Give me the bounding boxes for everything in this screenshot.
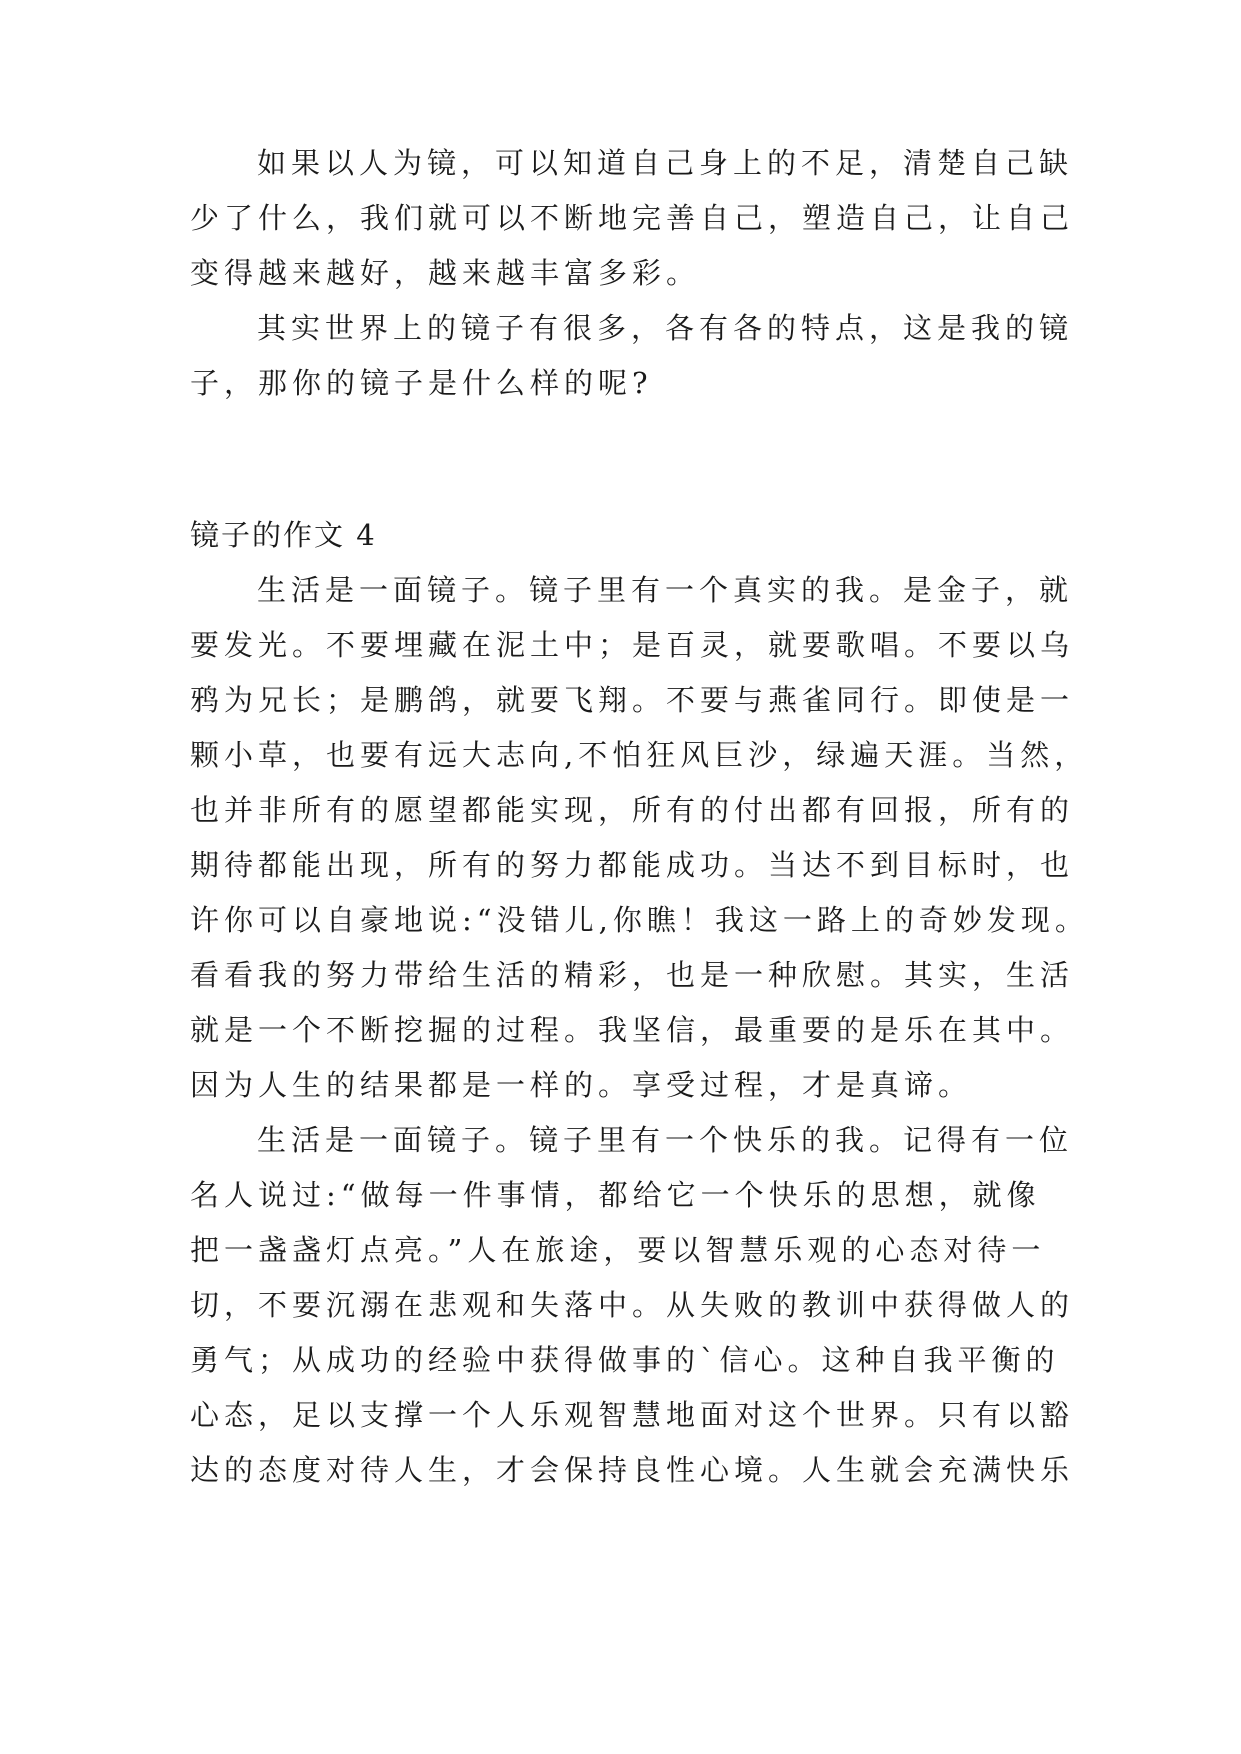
paragraph-many-mirrors [190, 301, 1074, 411]
text-line: 就是一个不断挖掘的过程。我坚信，最重要的是乐在其中。 [190, 1013, 1075, 1047]
text-line: 鸦为兄长；是鹏鸽，就要飞翔。不要与燕雀同行。即使是一 [190, 683, 1075, 717]
text-line: 其实世界上的镜子有很多，各有各的特点，这是我的镜 [257, 311, 1074, 345]
text-line: 达的态度对待人生，才会保持良性心境。人生就会充满快乐 [190, 1453, 1075, 1487]
text-line: 心态，足以支撑一个人乐观智慧地面对这个世界。只有以豁 [190, 1398, 1075, 1432]
text-line: 勇气；从成功的经验中获得做事的`信心。这种自我平衡的 [190, 1343, 1060, 1377]
text-line: 期待都能出现，所有的努力都能成功。当达不到目标时，也 [190, 848, 1075, 882]
text-line: 看看我的努力带给生活的精彩，也是一种欣慰。其实，生活 [190, 958, 1075, 992]
paragraph-mirror-of-people [190, 136, 1075, 301]
text-line: 子，那你的镜子是什么样的呢? [190, 366, 653, 400]
text-line: 如果以人为镜，可以知道自己身上的不足，清楚自己缺 [257, 146, 1074, 180]
text-line: 也并非所有的愿望都能实现，所有的付出都有回报，所有的 [190, 793, 1075, 827]
text-line: 许你可以自豪地说:“没错儿,你瞧！我这一路上的奇妙发现。 [190, 903, 1089, 937]
paragraph-happy-me [190, 1113, 1075, 1498]
essay-heading: 镜子的作文 4 [190, 518, 377, 552]
text-line: 生活是一面镜子。镜子里有一个真实的我。是金子，就 [257, 573, 1074, 607]
text-line: 把一盏盏灯点亮。”人在旅途，要以智慧乐观的心态对待一 [190, 1233, 1046, 1267]
paragraph-real-me [190, 563, 1089, 1113]
text-line: 颗小草，也要有远大志向,不怕狂风巨沙，绿遍天涯。当然， [190, 738, 1089, 772]
text-line: 名人说过:“做每一件事情，都给它一个快乐的思想，就像 [190, 1178, 1041, 1212]
text-line: 切，不要沉溺在悲观和失落中。从失败的教训中获得做人的 [190, 1288, 1075, 1322]
text-line: 因为人生的结果都是一样的。享受过程，才是真谛。 [190, 1068, 973, 1102]
text-line: 少了什么，我们就可以不断地完善自己，塑造自己，让自己 [190, 201, 1075, 235]
text-line: 要发光。不要埋藏在泥土中；是百灵，就要歌唱。不要以乌 [190, 628, 1075, 662]
text-line: 变得越来越好，越来越丰富多彩。 [190, 256, 701, 290]
text-line: 生活是一面镜子。镜子里有一个快乐的我。记得有一位 [257, 1123, 1074, 1157]
